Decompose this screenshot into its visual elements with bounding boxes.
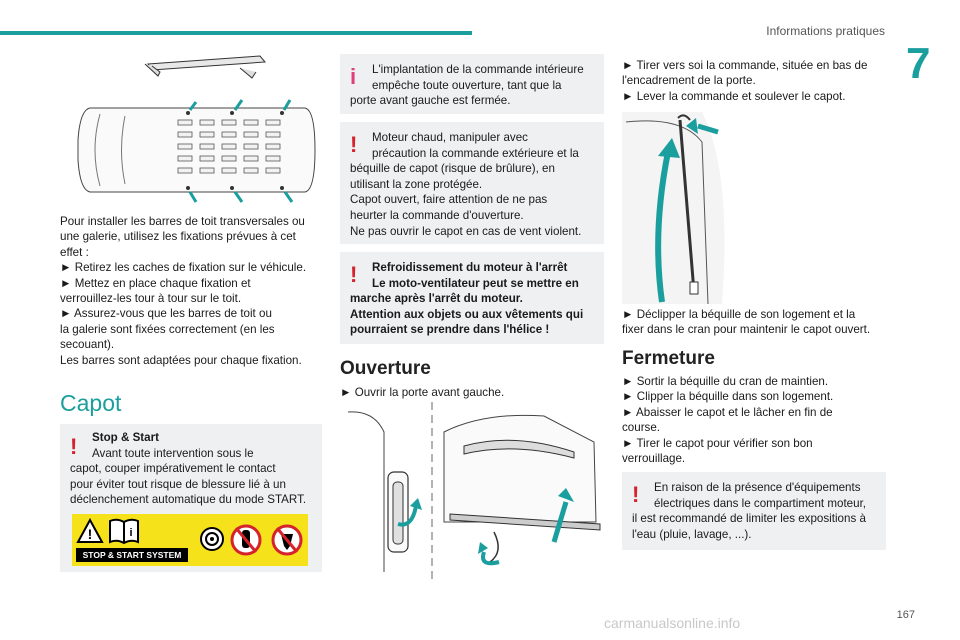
text-line: Les barres sont adaptées pour chaque fixation. [60, 353, 302, 367]
warning-icon: ! [350, 262, 358, 287]
fan-icon [200, 517, 224, 561]
page-number: 167 [896, 609, 915, 621]
text-line: une galerie, utilisez les fixations prévues à cet [60, 230, 296, 244]
note-line: En raison de la présence d'équipements [654, 481, 861, 494]
open-bonnet-steps [622, 58, 892, 104]
sticker-label: STOP & START SYSTEM [76, 548, 188, 562]
engine-cooling-warning-note [340, 252, 604, 344]
warning-triangle-icon [76, 518, 104, 544]
warning-icon: ! [632, 482, 640, 507]
note-line: Moteur chaud, manipuler avec [372, 131, 528, 144]
no-hand-icon [230, 520, 262, 560]
note-line: L'implantation de la commande intérieure [372, 63, 584, 76]
note-line: heurter la commande d'ouverture. [350, 208, 524, 222]
note-line: il est recommandé de limiter les expositions à [632, 512, 866, 526]
no-tie-icon [270, 520, 304, 560]
note-line: porte avant gauche est fermée. [350, 94, 511, 108]
text-line: verrouillage. [622, 452, 686, 466]
step-item: ► Tirer vers soi la commande, située en bas de [622, 59, 868, 72]
note-line: Ne pas ouvrir le capot en cas de vent violent. [350, 224, 582, 238]
text-line: Pour installer les barres de toit transversales ou [60, 215, 305, 228]
note-line: Capot ouvert, faire attention de ne pas [350, 193, 548, 207]
note-line: capot, couper impérativement le contact [70, 462, 276, 476]
text-line: course. [622, 421, 661, 435]
heading-fermeture: Fermeture [622, 348, 715, 369]
note-line: précaution la commande extérieure et la [372, 146, 579, 160]
electrical-warning-note [622, 472, 886, 550]
chapter-number: 7 [906, 39, 931, 88]
note-line: empêche toute ouverture, tant que la [372, 78, 562, 92]
warning-icon: ! [70, 434, 78, 459]
step-item: ► Déclipper la béquille de son logement et la [622, 308, 856, 321]
note-line: pourraient se prendre dans l'hélice ! [350, 323, 550, 337]
note-line: Attention aux objets ou aux vêtements qui [350, 307, 584, 321]
prop-step [622, 307, 892, 338]
heading-ouverture: Ouverture [340, 358, 431, 379]
step-item: ► Tirer le capot pour vérifier son bon [622, 436, 813, 450]
step-item: ► Clipper la béquille dans son logement. [622, 390, 834, 404]
text-line: verrouillez-les tour à tour sur le toit. [60, 292, 242, 306]
step-item: ► Abaisser le capot et le lâcher en fin de [622, 405, 833, 419]
note-line: Avant toute intervention sous le [92, 446, 254, 460]
note-line: marche après l'arrêt du moteur. [350, 292, 523, 306]
note-line: Le moto-ventilateur peut se mettre en [372, 276, 579, 290]
stop-start-warning-note [60, 424, 322, 572]
header-rule [0, 31, 472, 35]
closing-steps [622, 374, 892, 466]
text-line: secouant). [60, 338, 115, 352]
warning-icon: ! [350, 132, 358, 157]
bonnet-prop-illustration [622, 112, 788, 304]
svg-text:i: i [129, 527, 133, 539]
manual-book-icon [108, 518, 140, 544]
info-icon: i [350, 64, 357, 89]
text-line: fixer dans le cran pour maintenir le capot ouvert. [622, 323, 871, 337]
note-line: pour éviter tout risque de blessure lié à un [70, 477, 286, 491]
note-line: l'eau (pluie, lavage, ...). [632, 527, 752, 541]
step-item: ► Assurez-vous que les barres de toit ou [60, 307, 272, 321]
note-title: Stop & Start [92, 431, 159, 444]
hot-engine-warning-note [340, 122, 604, 244]
text-line: l'encadrement de la porte. [622, 74, 756, 88]
note-title: Refroidissement du moteur à l'arrêt [372, 261, 568, 274]
stop-start-sticker [72, 514, 308, 566]
step-item: ► Lever la commande et soulever le capot. [622, 89, 846, 103]
text-line: effet : [60, 245, 89, 259]
note-line: utilisant la zone protégée. [350, 177, 483, 191]
interior-release-info-note [340, 54, 604, 114]
heading-capot: Capot [60, 390, 122, 416]
note-line: béquille de capot (risque de brûlure), en [350, 162, 555, 176]
text-line: la galerie sont fixées correctement (en les [60, 322, 275, 336]
step-item: ► Retirez les caches de fixation sur le véhicule. [60, 261, 307, 275]
step-item: ► Sortir la béquille du cran de maintien. [622, 375, 829, 388]
note-line: déclenchement automatique du mode START. [70, 493, 307, 507]
step-item: ► Mettez en place chaque fixation et [60, 276, 251, 290]
step-item: ► Ouvrir la porte avant gauche. [340, 386, 505, 399]
roof-bars-illustration [60, 50, 322, 210]
watermark: carmanualsonline.info [604, 615, 741, 631]
roof-bars-instructions [60, 214, 328, 368]
door-and-bonnet-illustration [344, 402, 602, 580]
section-title: Informations pratiques [766, 24, 885, 38]
svg-text:!: ! [87, 526, 93, 542]
note-line: électriques dans le compartiment moteur, [654, 496, 867, 510]
